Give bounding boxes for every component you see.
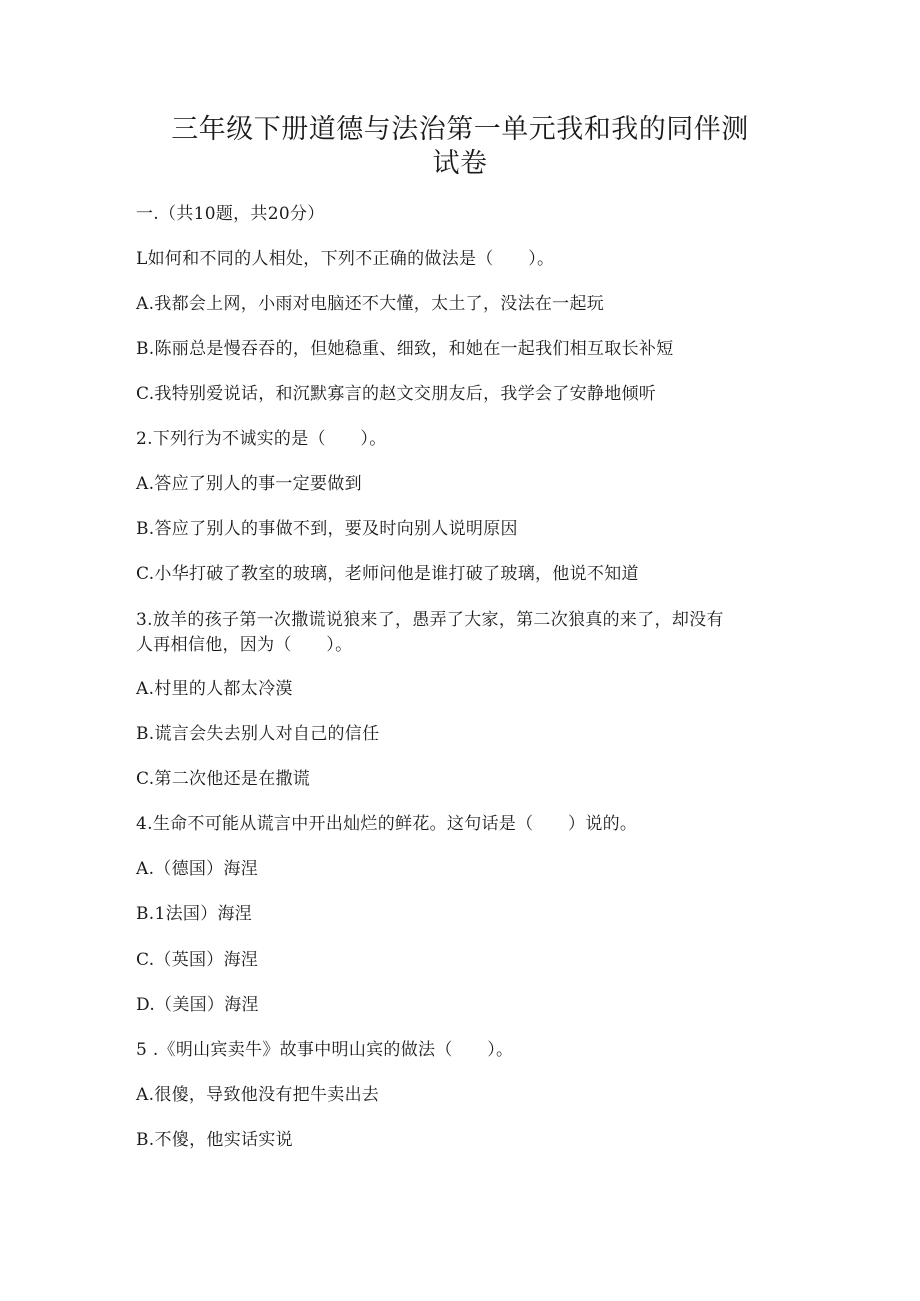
question-4-option-d: D.（美国）海涅 [136,995,259,1015]
question-1-option-a: A.我都会上网，小雨对电脑还不大懂，太土了，没法在一起玩 [136,294,605,314]
question-2: 2.下列行为不诚实的是（ ）。 [136,429,387,449]
page-title-line-2: 试卷 [432,148,488,179]
question-2-option-c: C.小华打破了教室的玻璃，老师问他是谁打破了玻璃，他说不知道 [136,564,639,584]
question-3-option-c: C.第二次他还是在撒谎 [136,769,311,789]
question-2-option-a: A.答应了别人的事一定要做到 [136,474,362,494]
section-header: 一.（共10题，共20分） [136,204,325,224]
question-1: L如何和不同的人相处，下列不正确的做法是（ ）。 [136,249,555,269]
question-1-option-c: C.我特别爱说话，和沉默寡言的赵文交朋友后，我学会了安静地倾听 [136,384,657,404]
question-3-option-b: B.谎言会失去别人对自己的信任 [136,724,380,744]
question-4-option-b: B.1法国）海涅 [136,904,253,924]
page-title-line-1: 三年级下册道德与法治第一单元我和我的同伴测 [171,114,749,145]
question-3-line-1: 3.放羊的孩子第一次撒谎说狼来了，愚弄了大家，第二次狼真的来了，却没有 [136,610,724,630]
question-3-line-2: 人再相信他，因为（ ）。 [136,635,353,655]
question-3-option-a: A.村里的人都太冷漠 [136,679,293,699]
question-5-option-b: B.不傻，他实话实说 [136,1130,293,1150]
question-2-option-b: B.答应了别人的事做不到，要及时向别人说明原因 [136,519,518,539]
question-4: 4.生命不可能从谎言中开出灿烂的鲜花。这句话是（ ）说的。 [136,814,638,834]
question-1-option-b: B.陈丽总是慢吞吞的，但她稳重、细致，和她在一起我们相互取长补短 [136,339,674,359]
question-4-option-a: A.（德国）海涅 [136,859,259,879]
question-4-option-c: C.（英国）海涅 [136,950,259,970]
question-5-option-a: A.很傻，导致他没有把牛卖出去 [136,1085,380,1105]
question-5: 5 .《明山宾卖牛》故事中明山宾的做法（ ）。 [136,1040,514,1060]
